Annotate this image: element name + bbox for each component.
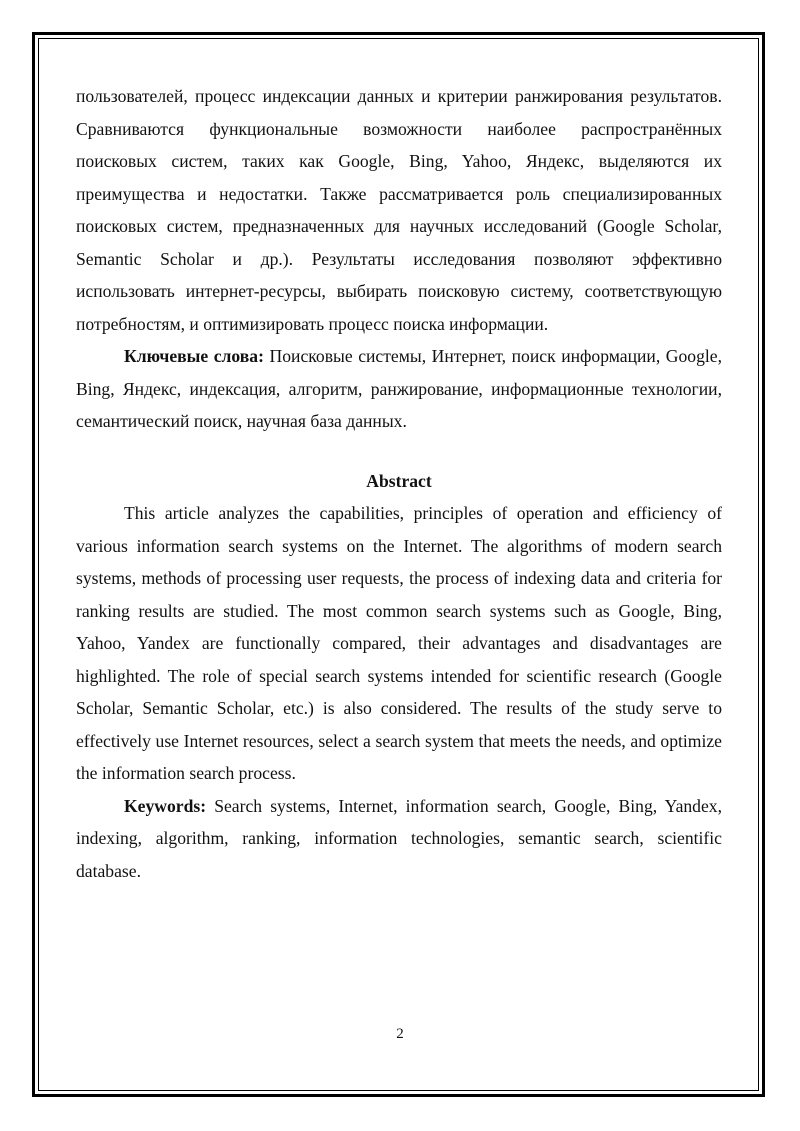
- russian-abstract-continuation: пользователей, процесс индексации данных и критерии ранжирования результатов. Сравниваются функциональные возможности наиболее распространённых поисковых систем, таких как Google, Bing, Yahoo, Яндекс, выделяются их преимущества и недостатки. Также рассматривается роль специализированных поисковых систем, предназначенных для научных исследований (Google Scholar, Semantic Scholar и др.). Результаты исследования позволяют эффективно использовать интернет-ресурсы, выбирать поисковую систему, соответствующую потребностям, и оптимизировать процесс поиска информации.: [76, 86, 722, 334]
- russian-keywords-text: Поисковые системы, Интернет, поиск информации, Google, Bing, Яндекс, индексация, алгоритм, ранжирование, информационные технологии, семантический поиск, научная база данных.: [76, 346, 722, 431]
- abstract-heading: Abstract: [366, 470, 432, 491]
- english-keywords-label: Keywords:: [124, 795, 207, 816]
- russian-keywords-label: Ключевые слова:: [124, 346, 264, 366]
- page-content: [76, 80, 722, 887]
- english-abstract-body: This article analyzes the capabilities, principles of operation and efficiency of various information search systems on the Internet. The algorithms of modern search systems, methods of processing user requests, the process of indexing data and criteria for ranking results are studied. The most common search systems such as Google, Bing, Yahoo, Yandex are functionally compared, their advantages and disadvantages are highlighted. The role of special search systems intended for scientific research (Google Scholar, Semantic Scholar, etc.) is also considered. The results of the study serve to effectively use Internet resources, select a search system that meets the needs, and optimize the information search process.: [76, 503, 722, 783]
- english-keywords-text: Search systems, Internet, information search, Google, Bing, Yandex, indexing, algorithm, ranking, information technologies, semantic search, scientific database.: [76, 795, 722, 881]
- page-number: 2: [396, 1026, 404, 1042]
- english-keywords-paragraph: [76, 790, 722, 888]
- russian-keywords-paragraph: [76, 340, 722, 438]
